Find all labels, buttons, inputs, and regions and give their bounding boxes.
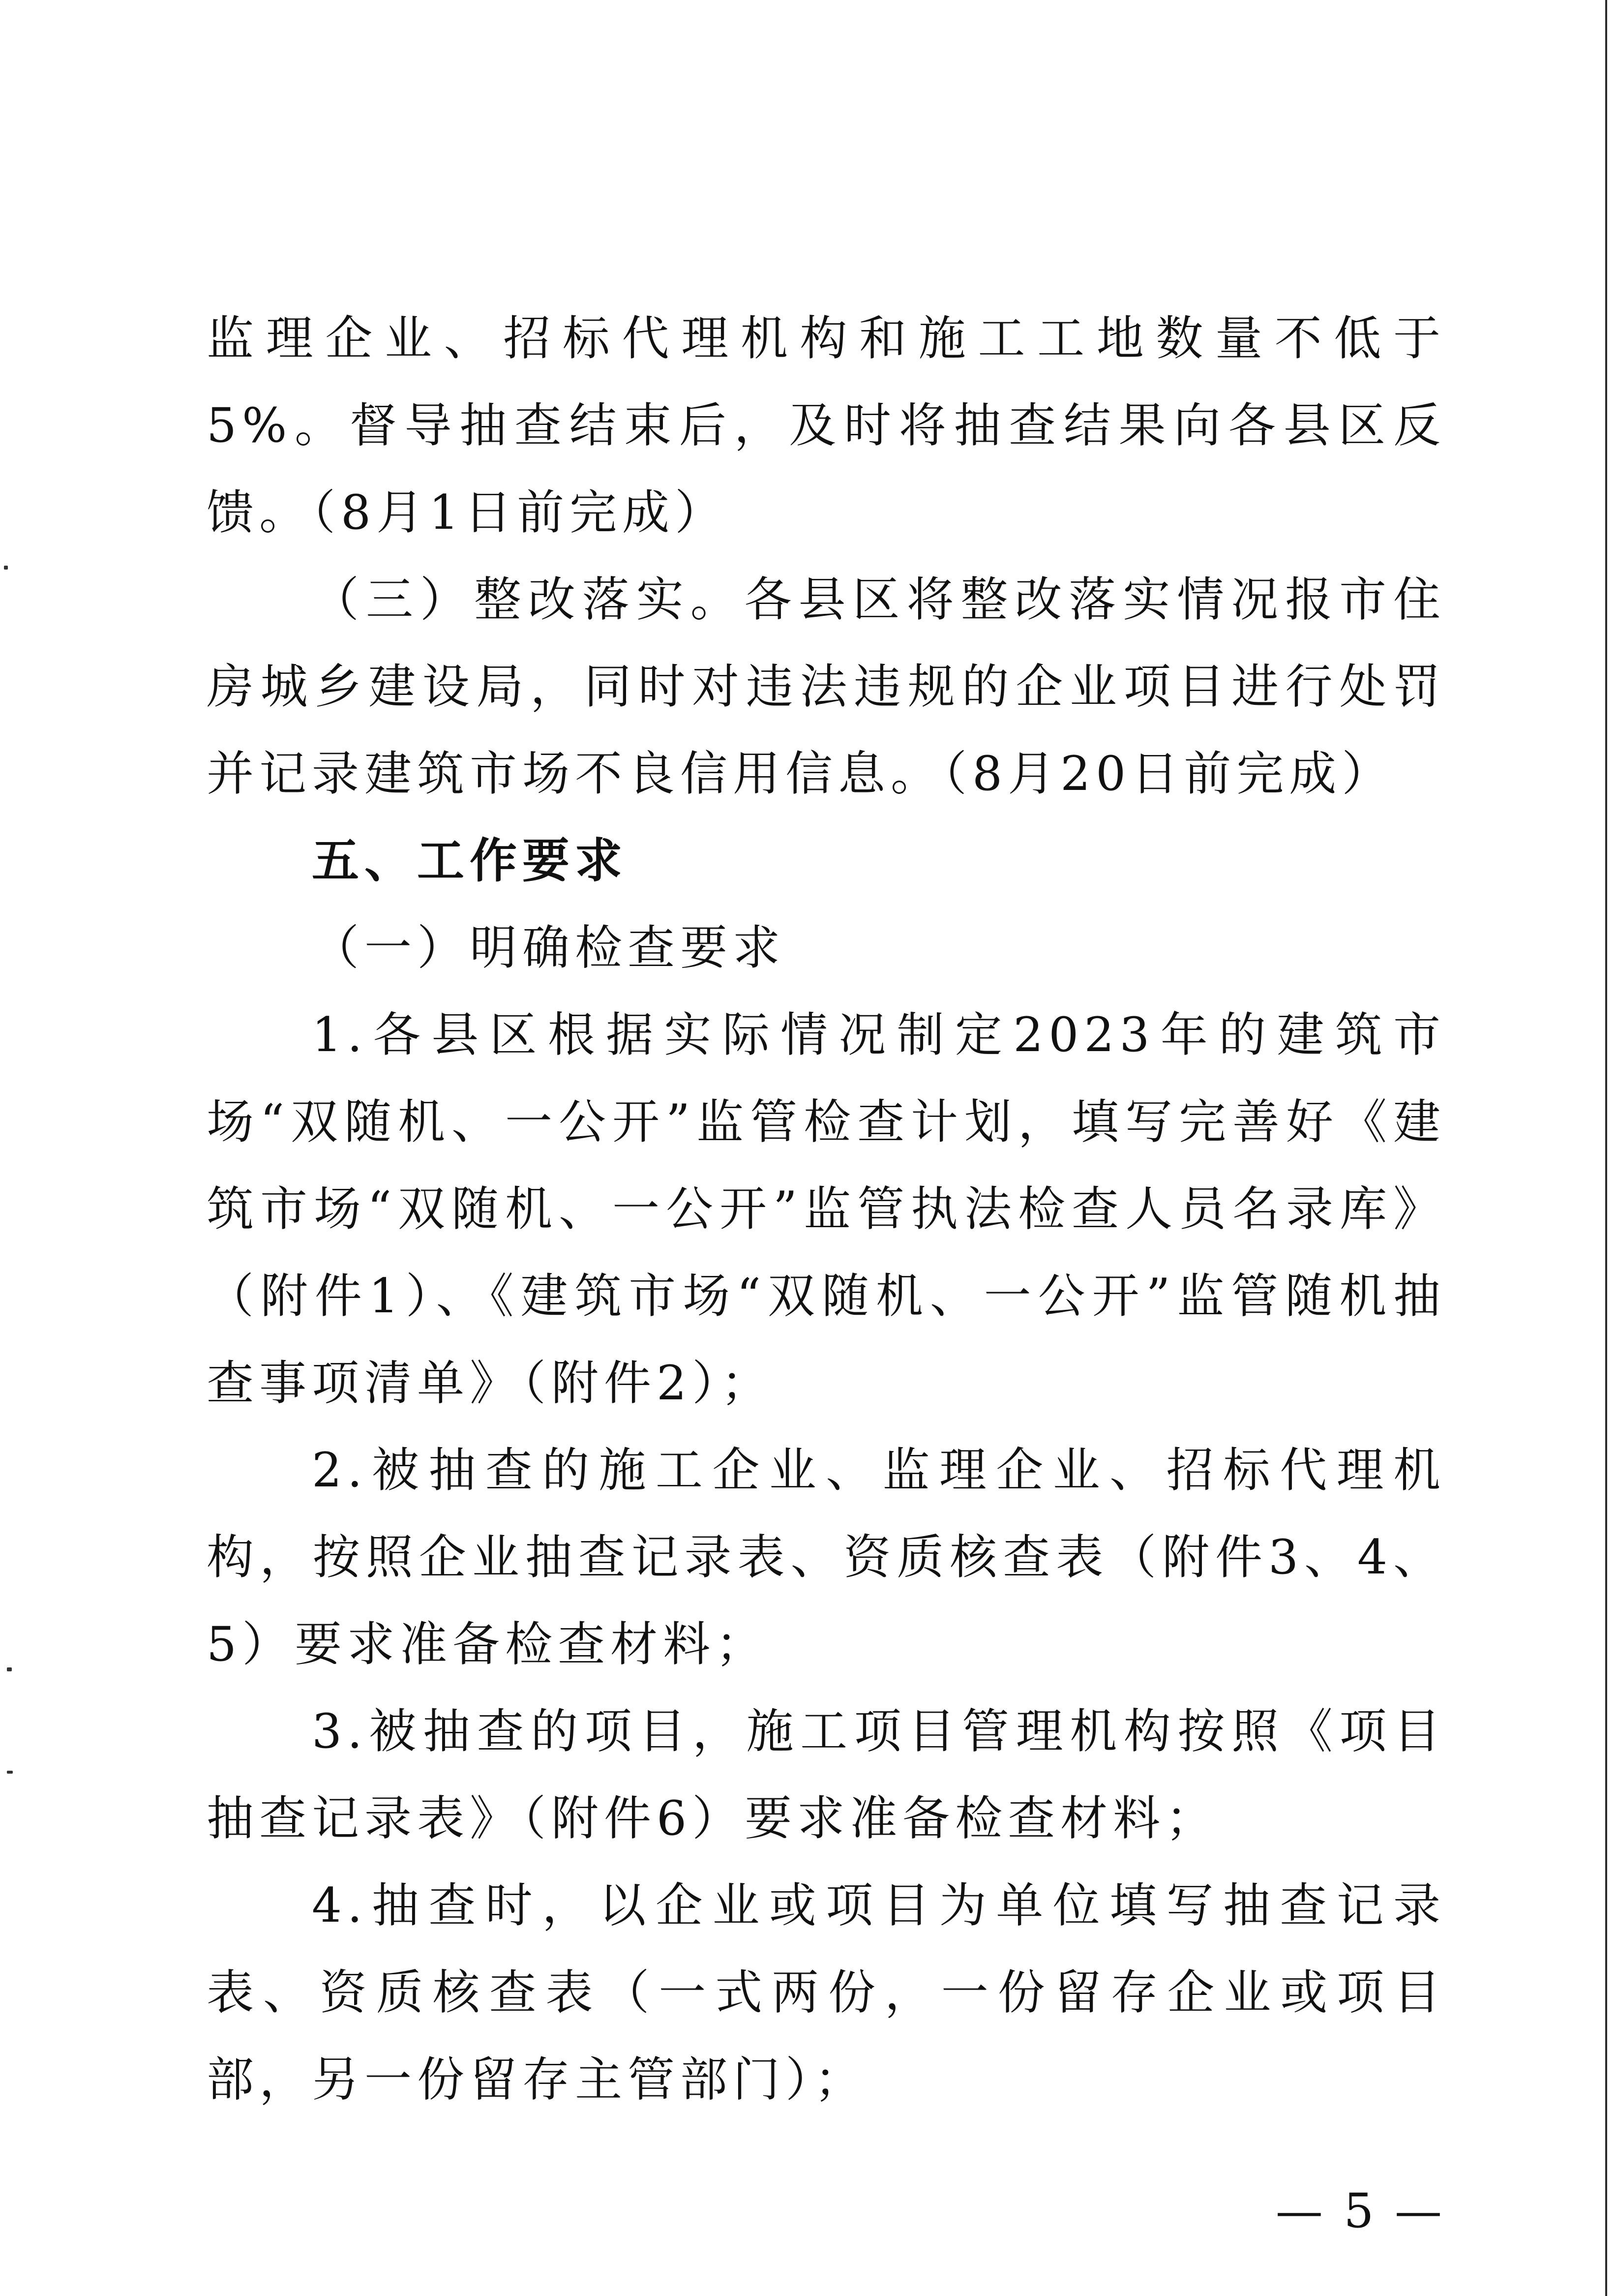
paragraph-continuation: 监理企业、招标代理机构和施工工地数量不低于5%。督导抽查结束后，及时将抽查结果向各县区反馈。（8月1日前完成） [207, 311, 1446, 540]
list-item-3: 3.被抽查的项目，施工项目管理机构按照《项目抽查记录表》（附件6）要求准备检查材料； [207, 1704, 1446, 1846]
scan-speck [4, 566, 8, 570]
list-item-4: 4.抽查时，以企业或项目为单位填写抽查记录表、资质核查表（一式两份，一份留存企业或项目部，另一份留存主管部门）； [207, 1878, 1446, 2107]
section-heading-work-requirements: 五、工作要求 [312, 833, 628, 888]
list-item-1: 1.各县区根据实际情况制定2023年的建筑市场“双随机、一公开”监管检查计划，填写完善好《建筑市场“双随机、一公开”监管执法检查人员名录库》（附件1）、《建筑市场“双随机、一公开”监管随机抽查事项清单》（附件2）； [207, 1007, 1446, 1411]
page-number: — 5 — [1275, 2183, 1445, 2238]
scan-speck [7, 1771, 13, 1774]
scan-speck [7, 1667, 12, 1671]
subsection-heading-inspection-requirements: （一）明确检查要求 [312, 920, 785, 975]
document-body [207, 295, 1446, 2123]
list-item-2: 2.被抽查的施工企业、监理企业、招标代理机构，按照企业抽查记录表、资质核查表（附件3、4、5）要求准备检查材料； [207, 1443, 1446, 1672]
paragraph-rectification: （三）整改落实。各县区将整改落实情况报市住房城乡建设局，同时对违法违规的企业项目进行处罚并记录建筑市场不良信用信息。（8月20日前完成） [207, 572, 1446, 801]
scan-edge-line [1605, 0, 1607, 2296]
